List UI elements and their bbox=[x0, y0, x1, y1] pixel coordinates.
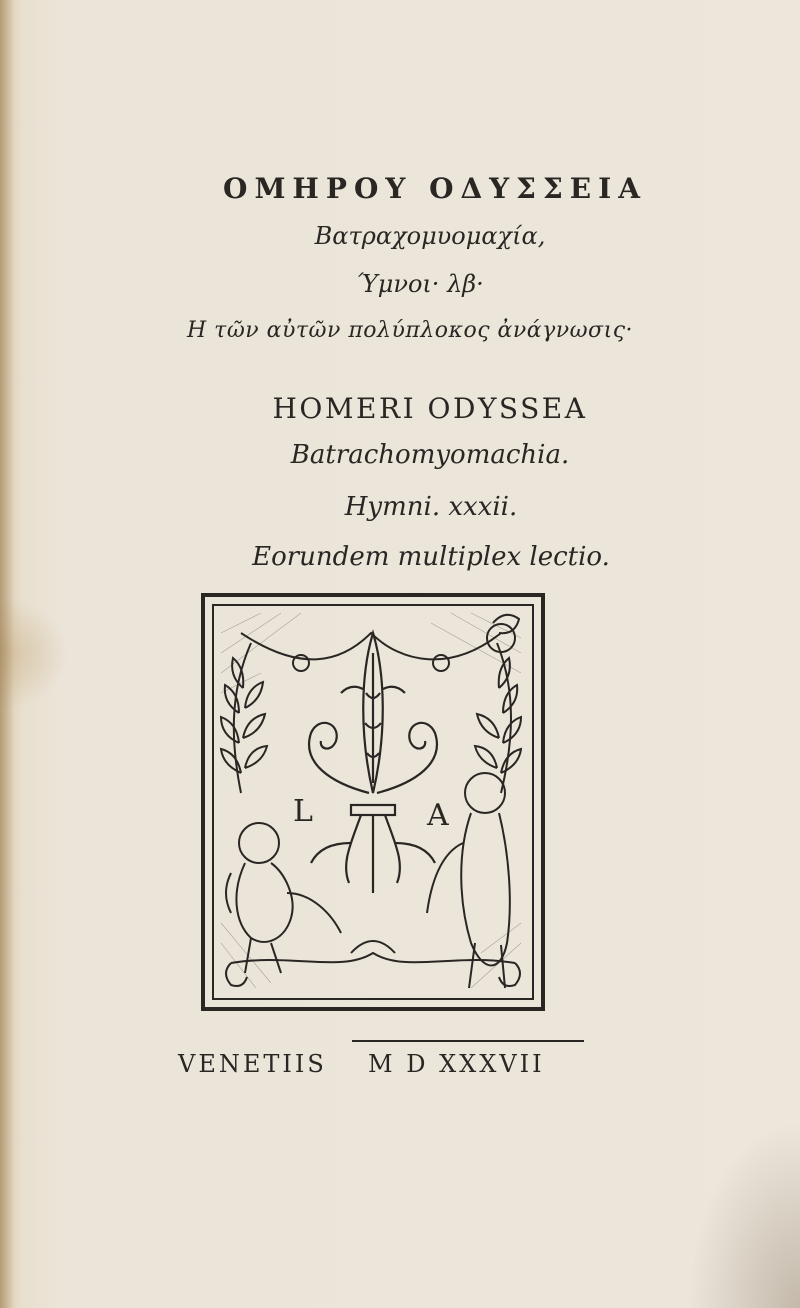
printer-initial-right: A bbox=[427, 798, 449, 833]
latin-subtitle-batrachomyomachia: Batrachomyomachia. bbox=[290, 440, 570, 470]
woodcut-hatching bbox=[221, 613, 521, 988]
imprint-rule bbox=[352, 1040, 584, 1042]
printer-initial-left: L bbox=[293, 794, 313, 829]
greek-subtitle-lectio: Η τῶν αὐτῶν πολύπλοκος ἀνάγνωσις· bbox=[186, 318, 634, 343]
printer-device-woodcut bbox=[201, 593, 545, 1011]
bottom-ribbon-scroll bbox=[226, 941, 520, 986]
imprint-year: M D XXXVII bbox=[368, 1050, 545, 1078]
greek-title: ΟΜΗΡΟΥ ΟΔΥΣΣΕΙΑ bbox=[223, 172, 647, 205]
right-laurel-branch bbox=[475, 643, 521, 793]
fleur-de-lis bbox=[309, 633, 437, 893]
latin-subtitle-hymns: Hymni. xxxii. bbox=[344, 492, 518, 522]
latin-subtitle-lectio: Eorundem multiplex lectio. bbox=[252, 542, 610, 572]
latin-title: HOMERI ODYSSEA bbox=[272, 392, 588, 425]
greek-subtitle-hymns: Ύμνοι· λβ· bbox=[356, 270, 484, 298]
left-putto-figure bbox=[226, 823, 341, 973]
greek-subtitle-batrachomyomachia: Βατραχομυομαχία, bbox=[314, 222, 546, 250]
imprint-city: VENETIIS bbox=[178, 1050, 327, 1078]
left-laurel-branch bbox=[221, 643, 267, 793]
